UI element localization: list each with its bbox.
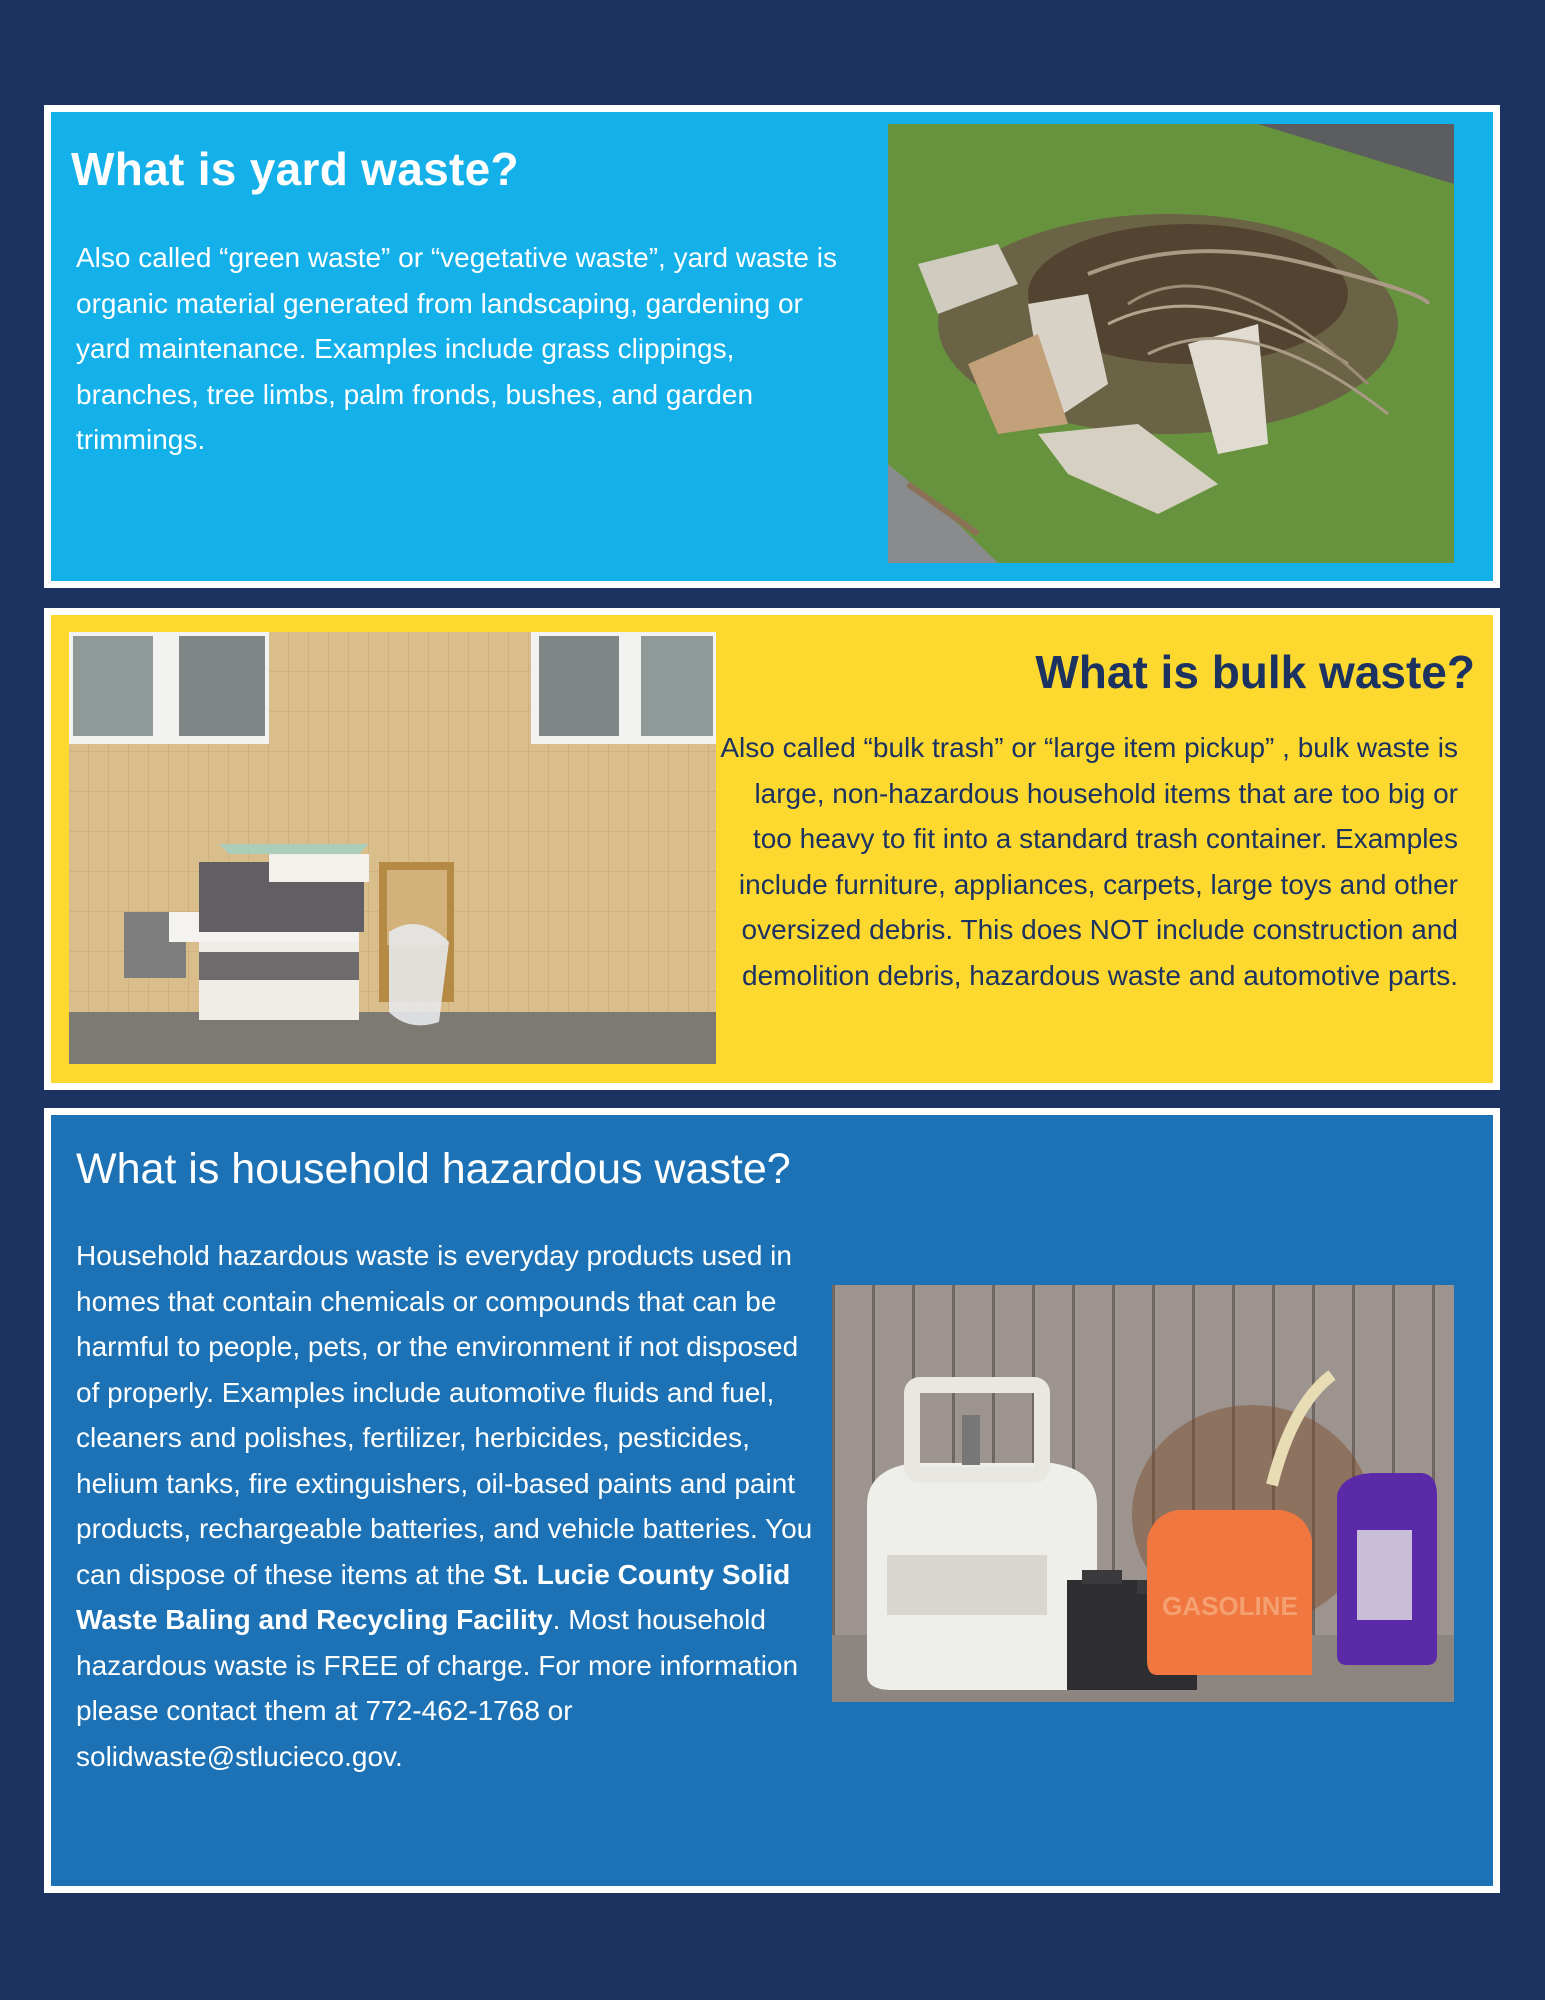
yard-waste-section bbox=[44, 105, 1500, 588]
yard-waste-title: What is yard waste? bbox=[71, 143, 519, 195]
hazardous-waste-description bbox=[76, 1233, 826, 1779]
discarded-furniture-photo bbox=[69, 632, 716, 1064]
tank-valve bbox=[962, 1415, 980, 1465]
description-text: or bbox=[539, 1695, 573, 1726]
hazardous-waste-title: What is household hazardous waste? bbox=[76, 1145, 791, 1193]
bulk-waste-title: What is bulk waste? bbox=[1035, 646, 1475, 698]
gasoline-label: GASOLINE bbox=[1162, 1591, 1298, 1621]
hazardous-containers-photo bbox=[832, 1285, 1454, 1702]
facility-name: St. Lucie County Solid Waste Baling and Recycling Facility bbox=[76, 1558, 791, 1635]
yard-debris-illustration bbox=[888, 124, 1454, 563]
bulk-furniture-illustration bbox=[69, 632, 716, 1064]
bulk-waste-section bbox=[44, 608, 1500, 1090]
hazardous-waste-section bbox=[44, 1108, 1500, 1893]
phone-number[interactable]: 772-462-1768 bbox=[365, 1695, 540, 1726]
plastic-bag bbox=[389, 924, 449, 1025]
yard-waste-description: Also called “green waste” or “vegetative waste”, yard waste is organic material generated from landscaping, gardening or yard maintenance. Examples include grass clippings, branches, tree limbs, palm fronds, bushes, and garden trimmings. bbox=[76, 242, 837, 455]
hazardous-items-illustration bbox=[832, 1285, 1454, 1702]
yard-debris-photo bbox=[888, 124, 1454, 563]
description-text: . bbox=[394, 1740, 403, 1772]
email-address[interactable]: solidwaste@stlucieco.gov bbox=[76, 1740, 395, 1772]
warning-label bbox=[887, 1555, 1047, 1615]
bulk-waste-description: Also called “bulk trash” or “large item pickup” , bulk waste is large, non-hazardous household items that are too big or too heavy to fit into a standard trash container. Examples include furniture, appliances, carpets, large toys and other oversized debris. This does NOT include construction and demolition debris, hazardous waste and automotive parts. bbox=[720, 732, 1458, 991]
sidewalk bbox=[69, 1012, 716, 1064]
glass-tabletop bbox=[219, 844, 369, 854]
description-text: Household hazardous waste is everyday products used in homes that contain chemicals or compounds that can be harmful to people, pets, or the environment if not disposed of properly. Examples include automotive fluids and fuel, cleaners and polishes, fertilizer, herbicides, pesticides, helium tanks, fire extinguishers, oil-based paints and paint products, rechargeable batteries, and vehicle batteries. You can dispose of these items at the bbox=[76, 1240, 813, 1590]
description-text: . Most household hazardous waste is FREE of charge. For more information please contact them at bbox=[76, 1604, 799, 1726]
